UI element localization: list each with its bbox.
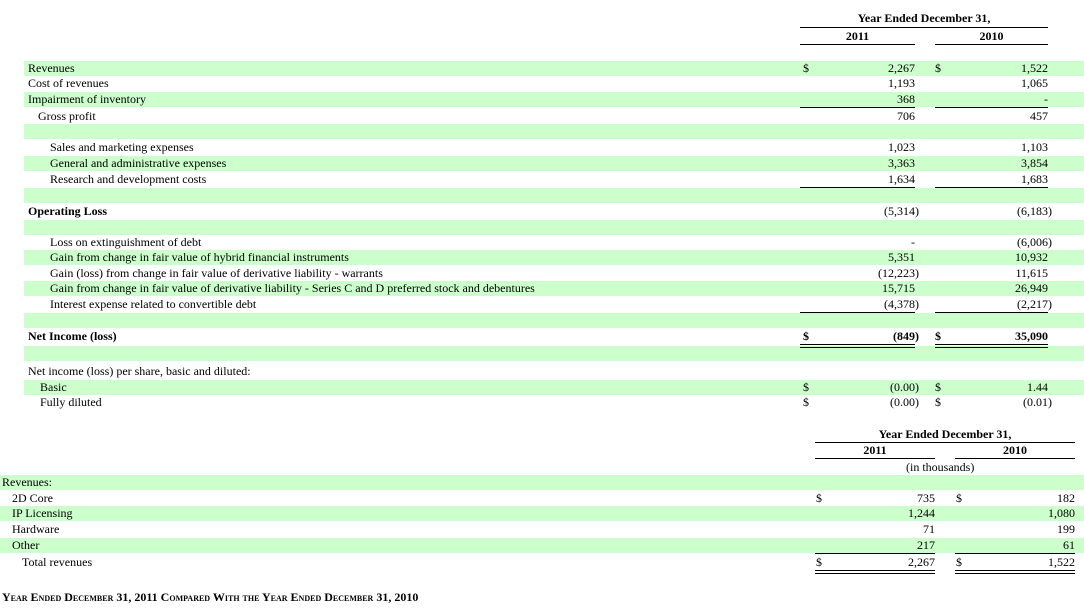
value-warrants-2011: (12,223) — [878, 266, 919, 280]
header-rule — [800, 27, 1048, 28]
value-basic-2010: 1.44 — [1027, 380, 1048, 394]
row-label-interest: Interest expense related to convertible debt — [50, 297, 257, 311]
row-label-basic: Basic — [40, 380, 67, 394]
subtotal-rule — [935, 312, 1048, 313]
subtotal-rule — [800, 107, 915, 108]
value-rd-2011: 1,634 — [888, 172, 915, 186]
value-lossdebt-2011: - — [911, 235, 915, 249]
units-note: (in thousands) — [906, 460, 975, 474]
year-ended-header: Year Ended December 31, — [857, 11, 991, 25]
row-label-ga: General and administrative expenses — [50, 156, 227, 170]
row-band — [24, 124, 1084, 139]
currency-sign: $ — [803, 380, 809, 394]
row-band — [24, 220, 1084, 235]
value-hybrid-2010: 10,932 — [1015, 250, 1048, 264]
total-double-rule — [815, 570, 935, 574]
row-label-loss-debt: Loss on extinguishment of debt — [50, 235, 202, 249]
value-core-2011: 735 — [917, 491, 935, 505]
section-heading: Year Ended December 31, 2011 Compared With the Year Ended December 31, 2010 — [2, 590, 419, 604]
currency-sign: $ — [935, 61, 941, 75]
currency-sign: $ — [935, 329, 941, 343]
value-interest-2010: (2,217) — [1017, 297, 1052, 311]
value-ga-2011: 3,363 — [888, 156, 915, 170]
col-2010-header: 2010 — [979, 29, 1004, 43]
row-label-series-cd: Gain from change in fair value of derivative liability - Series C and D preferred stock and debentures — [50, 281, 535, 295]
row-label-revenues: Revenues: — [2, 475, 52, 489]
value-other-2010: 61 — [1063, 538, 1075, 552]
value-interest-2011: (4,378) — [884, 297, 919, 311]
year-ended-header: Year Ended December 31, — [878, 427, 1012, 441]
value-hardware-2011: 71 — [923, 522, 935, 536]
row-label-rd: Research and development costs — [50, 172, 207, 186]
value-diluted-2011: (0.00) — [890, 395, 919, 409]
row-label-other: Other — [12, 538, 40, 552]
value-sales-2010: 1,103 — [1021, 140, 1048, 154]
row-label-warrants: Gain (loss) from change in fair value of derivative liability - warrants — [50, 266, 383, 280]
row-label-revenues: Revenues — [28, 61, 75, 75]
value-cost-2010: 1,065 — [1021, 76, 1048, 90]
value-oploss-2011: (5,314) — [884, 204, 919, 218]
value-basic-2011: (0.00) — [890, 380, 919, 394]
currency-sign: $ — [956, 491, 962, 505]
value-seriescd-2011: 15,715 — [882, 281, 915, 295]
value-revenues-2010: 1,522 — [1021, 61, 1048, 75]
value-warrants-2010: 11,615 — [1015, 266, 1048, 280]
value-hardware-2010: 199 — [1057, 522, 1075, 536]
col-2010-rule — [955, 458, 1075, 459]
row-band — [24, 188, 1084, 203]
value-total-2010: 1,522 — [1048, 555, 1075, 569]
col-2011-header: 2011 — [845, 29, 870, 43]
row-label-gross-profit: Gross profit — [38, 109, 96, 123]
row-label-total-revenues: Total revenues — [22, 555, 93, 569]
subtotal-rule — [800, 312, 915, 313]
value-ip-2010: 1,080 — [1048, 506, 1075, 520]
row-band — [24, 380, 1084, 395]
value-oploss-2010: (6,183) — [1017, 204, 1052, 218]
col-2010-rule — [935, 44, 1048, 45]
value-impairment-2010: - — [1044, 92, 1048, 106]
row-band — [24, 313, 1084, 328]
value-impairment-2011: 368 — [897, 92, 915, 106]
row-band — [0, 475, 1084, 490]
value-seriescd-2010: 26,949 — [1015, 281, 1048, 295]
value-total-2011: 2,267 — [908, 555, 935, 569]
currency-sign: $ — [935, 380, 941, 394]
total-double-rule — [955, 570, 1075, 574]
row-label-operating-loss: Operating Loss — [28, 204, 108, 218]
row-label-ip-licensing: IP Licensing — [12, 506, 73, 520]
value-gross-2010: 457 — [1030, 109, 1048, 123]
row-label-hardware: Hardware — [12, 522, 60, 536]
row-label-impairment: Impairment of inventory — [28, 92, 146, 106]
subtotal-rule — [935, 107, 1048, 108]
row-band — [24, 92, 1084, 107]
value-netincome-2010: 35,090 — [1015, 329, 1048, 343]
subtotal-rule — [955, 553, 1075, 554]
row-label-sales: Sales and marketing expenses — [50, 140, 194, 154]
currency-sign: $ — [803, 395, 809, 409]
value-diluted-2010: (0.01) — [1023, 395, 1052, 409]
value-core-2010: 182 — [1057, 491, 1075, 505]
value-lossdebt-2010: (6,006) — [1017, 235, 1052, 249]
col-2011-rule — [815, 458, 935, 459]
value-ip-2011: 1,244 — [908, 506, 935, 520]
col-2011-header: 2011 — [863, 443, 887, 457]
currency-sign: $ — [816, 491, 822, 505]
row-band — [24, 61, 1084, 76]
row-label-cost: Cost of revenues — [28, 76, 109, 90]
currency-sign: $ — [935, 395, 941, 409]
row-label-hybrid: Gain from change in fair value of hybrid financial instruments — [50, 250, 349, 264]
col-2011-rule — [800, 44, 915, 45]
value-ga-2010: 3,854 — [1021, 156, 1048, 170]
currency-sign: $ — [803, 61, 809, 75]
col-2010-header: 2010 — [1003, 443, 1027, 457]
value-other-2011: 217 — [917, 538, 935, 552]
total-double-rule — [935, 344, 1048, 348]
row-label-per-share: Net income (loss) per share, basic and diluted: — [28, 364, 251, 378]
subtotal-rule — [815, 553, 935, 554]
subtotal-rule — [800, 187, 915, 188]
currency-sign: $ — [816, 555, 822, 569]
value-hybrid-2011: 5,351 — [888, 250, 915, 264]
currency-sign: $ — [956, 555, 962, 569]
currency-sign: $ — [803, 329, 809, 343]
value-revenues-2011: 2,267 — [888, 61, 915, 75]
value-gross-2011: 706 — [897, 109, 915, 123]
row-label-diluted: Fully diluted — [40, 395, 102, 409]
row-label-net-income: Net Income (loss) — [28, 329, 117, 343]
value-netincome-2011: (849) — [893, 329, 919, 343]
value-cost-2011: 1,193 — [888, 76, 915, 90]
row-band — [24, 346, 1084, 361]
value-rd-2010: 1,683 — [1021, 172, 1048, 186]
value-sales-2011: 1,023 — [888, 140, 915, 154]
total-double-rule — [800, 344, 915, 348]
subtotal-rule — [935, 187, 1048, 188]
row-label-2d-core: 2D Core — [12, 491, 53, 505]
